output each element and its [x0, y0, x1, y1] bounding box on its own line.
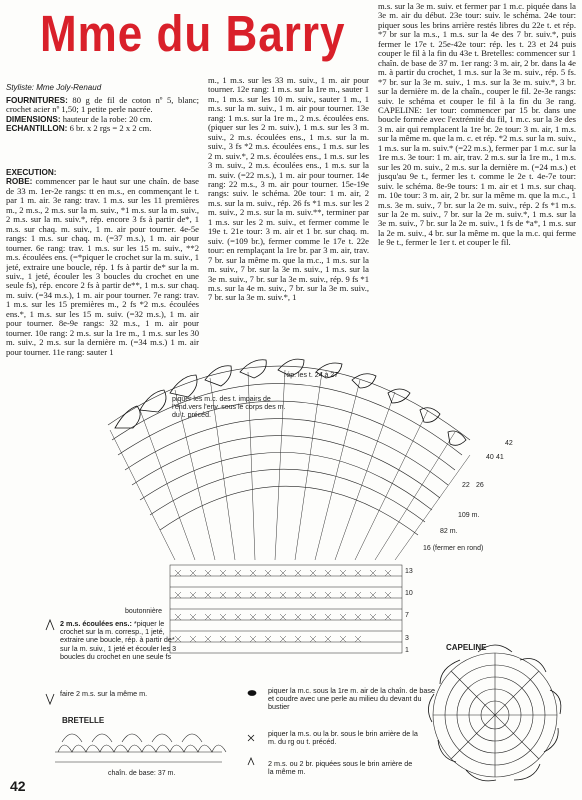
legend-increase-text: faire 2 m.s. sur la même m. [60, 689, 148, 698]
fournitures-text: 80 g de fil de coton nº 5, blanc; crochet acier nº 1,50; 1 petite perle nacrée. [6, 96, 199, 115]
stylist-credit: Styliste: Mme Joly-Renaud [6, 83, 102, 92]
legend-double-back-loop-text: 2 m.s. ou 2 br. piquées sous le brin arrière de la même m. [268, 759, 413, 777]
column3-text: m.s. sur la 3e m. suiv. et fermer par 1 m.c. piquée dans la 3e m. air du début. 23e tour: suiv. le schéma. 24e tour: piquer sous les brins arrière restés libres du 22e t. et rép. *7 br sur la m.s., 1 m.s. sur la 4e des 7 br. suiv.*, puis fermer le 17e t. 25e-42e tour: rép. les t. 23 et 24 puis couper le fil à la fin du 43e t. Bretelles: commencer sur 1 chaîn. de base de 37 m. 1er rang: 3 m. air, 2 br. dans la 4e m. à partir du crochet, 1 m.s. sur la 3e m. suiv., rép. 5 fs. *7 br. sur la 3e m. suiv., 1 m.s. sur la 3e m. suiv.*, 3 br. sur la dernière m. de la chaîn., couper le fil. 2e-3e rangs: suiv. le schéma et couper le fil à la fin du 3e rang. CAPELINE: 1er tour: commencer par 15 br. dans une boucle formée avec l'extrémité du fil, 1 m.c. sur la 3e des 3 m. air qui remplacent la 1re br. 2e tour: 3 m. air, 1 m.s. sur la même m. que la m. c. et rép. *2 m.s. sur la m. suiv., 1 m.s. sur la m. suiv.* (=22 m.s.), fermer par 1 m.c. sur la 1re m.s. 3e tour: 1 m. air, trav. 2 m.s. sur la 1re m., 1 m.s. sur les 20 m. suiv., 2 m.s. sur la dernière m. (=24 m.s.) et jusqu'au 9e t., fermer les t. comme le 2e t. 4e-7e tour: suiv. le schéma. 8e-9e tours: 1 m. air et 1 m.s. sur chaq. m. 10e tour: 3 m. air, 2 br. sur la même m. que la m.c., 1 m.s. 3e m. suiv., 7 br. sur la 2e m. suiv., rép. 2 fs *1 m.s. sur la 2e m. suiv., 7 br. sur la 2e m. suiv.*, 1 m.s. sur la 3e m. suiv., 7 br. sur la 2e m. suiv., 1 fs de *a*, 1 m.s. sur la 2e m. suiv., 4 br. sur la même m. que la m.c. qui ferme le 9e t., fermer le 1er t. et couper le fil. [378, 2, 576, 248]
legend-back-loop-text: piquer la m.s. ou la br. sous le brin arrière de la m. du rg ou t. précéd. [268, 729, 418, 747]
fournitures-label: FOURNITURES: [6, 96, 68, 105]
page-number: 42 [10, 778, 26, 794]
legend-double-back-loop [268, 760, 418, 776]
row-number: 13 [405, 568, 413, 575]
legend-decrease [60, 620, 180, 661]
row-number: 22 [462, 482, 470, 489]
robe-label: ROBE: [6, 177, 33, 187]
echantillon-text: 6 br. x 2 rgs = 2 x 2 cm. [69, 123, 152, 134]
double-back-loop-symbol [248, 758, 254, 765]
bretelle-label: BRETELLE [62, 716, 105, 725]
slip-stitch-symbol [248, 691, 256, 696]
legend-slip-stitch [268, 687, 438, 712]
row-number: 1 [405, 647, 409, 654]
row-number: 10 [405, 590, 413, 597]
count-82-label: 82 m. [440, 528, 458, 535]
echantillon-label: ECHANTILLON: [6, 124, 68, 134]
repeat-label: rép. les t. 24 à 27 [284, 372, 339, 379]
bodice-grid [170, 565, 402, 653]
bretelle-chart [55, 734, 226, 762]
dimensions-text: hauteur de la robe: 20 cm. [62, 113, 153, 124]
dimensions-label: DIMENSIONS: [6, 114, 61, 124]
page-title: Mme du Barry [40, 6, 346, 63]
legend-decrease-text: *piquer le crochet sur la m. corresp., 1 jeté, extraire une boucle, rép. à partir de* sur la m. suiv., 1 jeté et écouler les 3 boucles du crochet en une seule fs [60, 619, 177, 661]
count-109-label: 109 m. [458, 512, 480, 519]
capeline-label: CAPELINE [446, 643, 487, 652]
row-number: 3 [405, 635, 409, 642]
pick-note-label: piquer les m.c. des t. impairs de l'end.vers l'env. sous le corps des m. du t. précéd. [172, 396, 286, 419]
capeline-scallops [428, 645, 560, 781]
capeline-chart [433, 653, 557, 777]
legend-decrease-label: 2 m.s. écoulées ens.: [60, 619, 132, 628]
legend-slip-stitch-text: piquer la m.c. sous la 1re m. air de la chaîn. de base et coudre avec une perle au milieu du devant du bustier [268, 686, 435, 712]
row-number: 7 [405, 612, 409, 619]
row-number: 26 [476, 482, 484, 489]
buttonhole-label: boutonnière [125, 608, 162, 615]
increase-symbol [46, 694, 54, 704]
close-round-label: 16 (fermer en rond) [423, 545, 484, 552]
row-number: 40 [486, 454, 494, 461]
row-number: 41 [496, 454, 504, 461]
robe-text: commencer par le haut sur une chaîn. de base de 33 m. 1er-2e rangs: tt en m.s., en commençant le t. par 1 m. air. 3e rang: trav. 1 m.s. sur les 11 premières m., 2 m.s., 2 m.s. sur la m. suiv., *1 m.s. sur la m. suiv., 2 m.s. sur la m. suiv.*, rép. encore 3 fs à partir de*, 1 m.s. sur chaq. m. suiv., 1 m. air pour tourner. 4e-5e rangs: 1 m.s. sur chaq. m. (=37 m.s.), 1 m. air pour tourner. 6e rang: trav. 1 m.s. sur les 15 m. suiv., **2 m.s. écoulées ens. (=*piquer le crochet sur la m. suiv., 1 jeté, extraire une boucle, rép. 1 fs à partir de* sur la m. suiv., 1 jeté, écouler les 3 boucles du crochet en une seule fs), rép. encore 2 fs à partir de**, 1 m.s. sur chaq. m. suiv. (=34 m.s.), 1 m. air pour tourner. 7e rang: trav. 1 m.s. sur les 15 premières m., 2 fs *2 m.s. écoulées ens.*, 1 m.s. sur les 15 m. suiv. (=32 m.s.), 1 m. air pour tourner. 8e-9e rangs: 32 m.s., 1 m. air pour tourner. 10e rang: 2 m.s. sur la 1re m., 1 m.s. sur les 30 m. suiv., 2 m.s. sur la dernière m. (=34 m.s.) 1 m. air pour tourner. 11e rang: sauter 1 [6, 176, 199, 357]
legend-back-loop [268, 730, 418, 746]
column2-text: m., 1 m.s. sur les 33 m. suiv., 1 m. air pour tourner. 12e rang: 1 m.s. sur la 1re m., sauter 1 m., 1 m.s. sur les 10 m. suiv., sauter 1 m., 1 m.s. sur la m. suiv., 1 m. air pour tourner. 13e rang: 1 m.s. sur la 1re m., 2 m.s. écoulées ens. (piquer sur les 2 m. suiv.), 1 m.s. sur les 3 m. suiv., 2 m.s. écoulées ens., 1 m.s. sur la m. suiv., 3 fs *2 m.s. écoulées ens., 1 m.s. sur les 2 m. suiv.*, 2 m.s. écoulées ens., 1 m.s. sur les 3 m. suiv., 2 m.s. écoulées ens., 1 m.s. sur la m. suiv. (=22 m.s.), 1 m. air pour tourner. 14e rang: 22 m.s., 3 m. air pour tourner. 15e-19e rangs: suiv. le schéma. 20e tour: 1 m. air, 2 m.s. sur la m. suiv., rép. 26 fs *1 m.s. sur les 2 m. suiv., 2 m.s. sur la m. suiv.**, terminer par 1 m.s. sur les 2 m. suiv., et fermer comme le 19e t. 21e tour: 3 m. air et 1 br. sur chaq. m. suiv. (=109 br.), fermer comme le 17e t. 22e tour: en remplaçant la 1re br. par 3 m. air, trav. 7 br. sur la même m. que la m.c., 1 m.s. sur la m. suiv., 7 br. sur la 3e m. suiv., 1 m.s. sur la 3e m. suiv., 7 br. sur la 3e m. suiv., rép. 9 fs *1 m.s. sur la 4e m. suiv., 7 br. sur la 3e m. suiv., 7 br. sur la 3e m. suiv.*, 1 [208, 76, 369, 303]
decrease-symbol [46, 620, 54, 630]
back-loop-symbol [248, 735, 254, 741]
legend-increase [60, 690, 200, 698]
row-number: 42 [505, 440, 513, 447]
narrow-wrap-block-right [380, 373, 576, 493]
chain-base-label: chaîn. de base: 37 m. [108, 770, 176, 777]
narrow-wrap-block [6, 382, 106, 572]
execution-heading: EXECUTION: [6, 168, 57, 177]
